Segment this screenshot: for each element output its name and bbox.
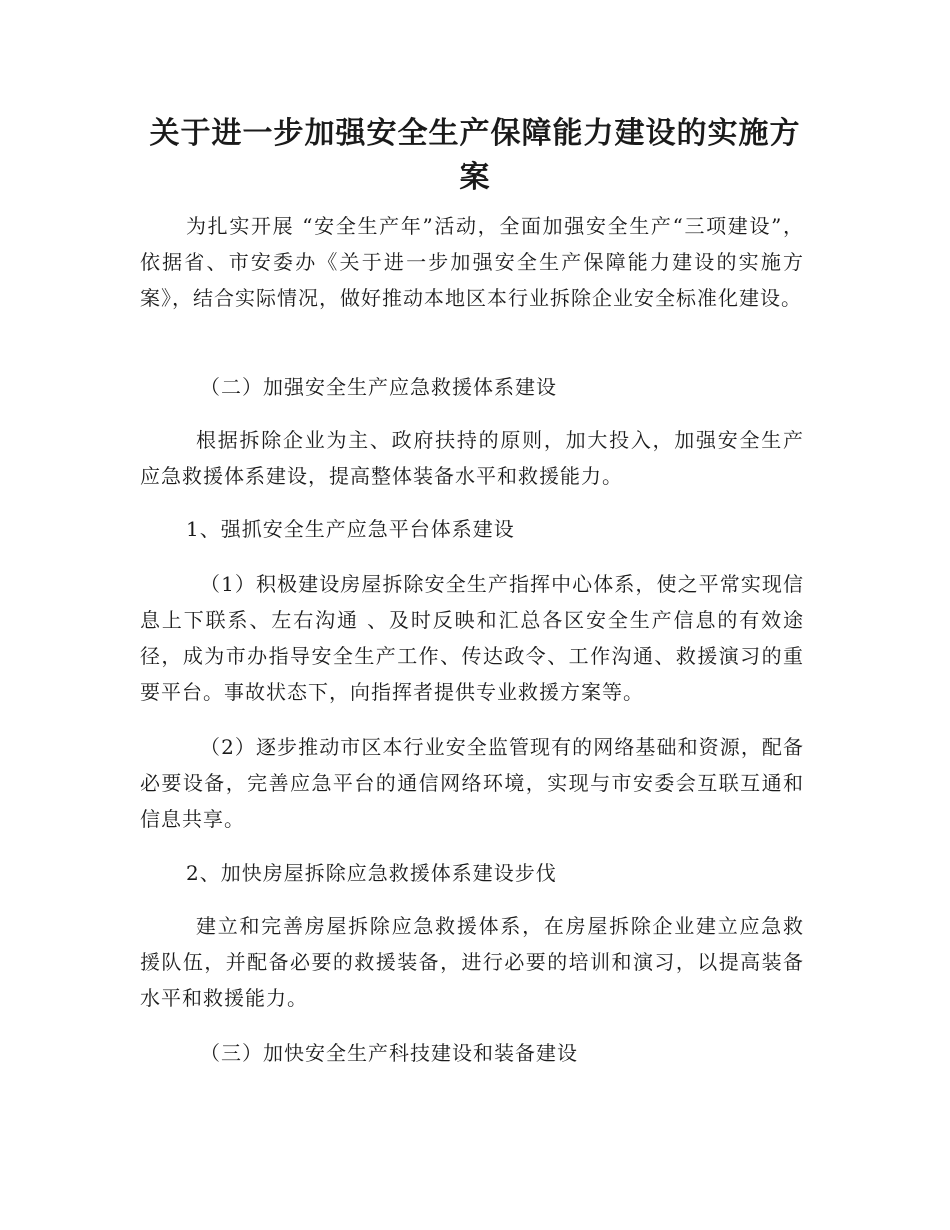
document-title: 关于进一步加强安全生产保障能力建设的实施方案 (149, 116, 801, 195)
paragraph-item-1: （1）积极建设房屋拆除安全生产指挥中心体系，使之平常实现信息上下联系、左右沟通 、及时反映和汇总各区安全生产信息的有效途径，成为市办指导安全生产工作、传达政令、工作沟通、救援演习的重要平台。事故状态下，向指挥者提供专业救援方案等。 (140, 572, 804, 704)
section-heading-2: （二）加强安全生产应急救援体系建设 (200, 375, 557, 399)
section-heading-3: （三）加快安全生产科技建设和装备建设 (200, 1041, 578, 1065)
paragraph-item-2: （2）逐步推动市区本行业安全监管现有的网络基础和资源，配备必要设备，完善应急平台的通信网络环境，实现与市安委会互联互通和信息共享。 (140, 735, 804, 831)
subheading-1: 1、强抓安全生产应急平台体系建设 (186, 517, 515, 541)
subheading-2: 2、加快房屋拆除应急救援体系建设步伐 (186, 861, 557, 885)
paragraph-section-2: 根据拆除企业为主、政府扶持的原则，加大投入，加强安全生产应急救援体系建设，提高整体装备水平和救援能力。 (140, 428, 804, 488)
paragraph-subsection-2: 建立和完善房屋拆除应急救援体系，在房屋拆除企业建立应急救援队伍，并配备必要的救援装备，进行必要的培训和演习，以提高装备水平和救援能力。 (140, 914, 804, 1010)
paragraph-intro: 为扎实开展 “安全生产年”活动，全面加强安全生产“三项建设”，依据省、市安委办《关于进一步加强安全生产保障能力建设的实施方案》，结合实际情况，做好推动本地区本行业拆除企业安全标准化建设。 (140, 214, 804, 310)
